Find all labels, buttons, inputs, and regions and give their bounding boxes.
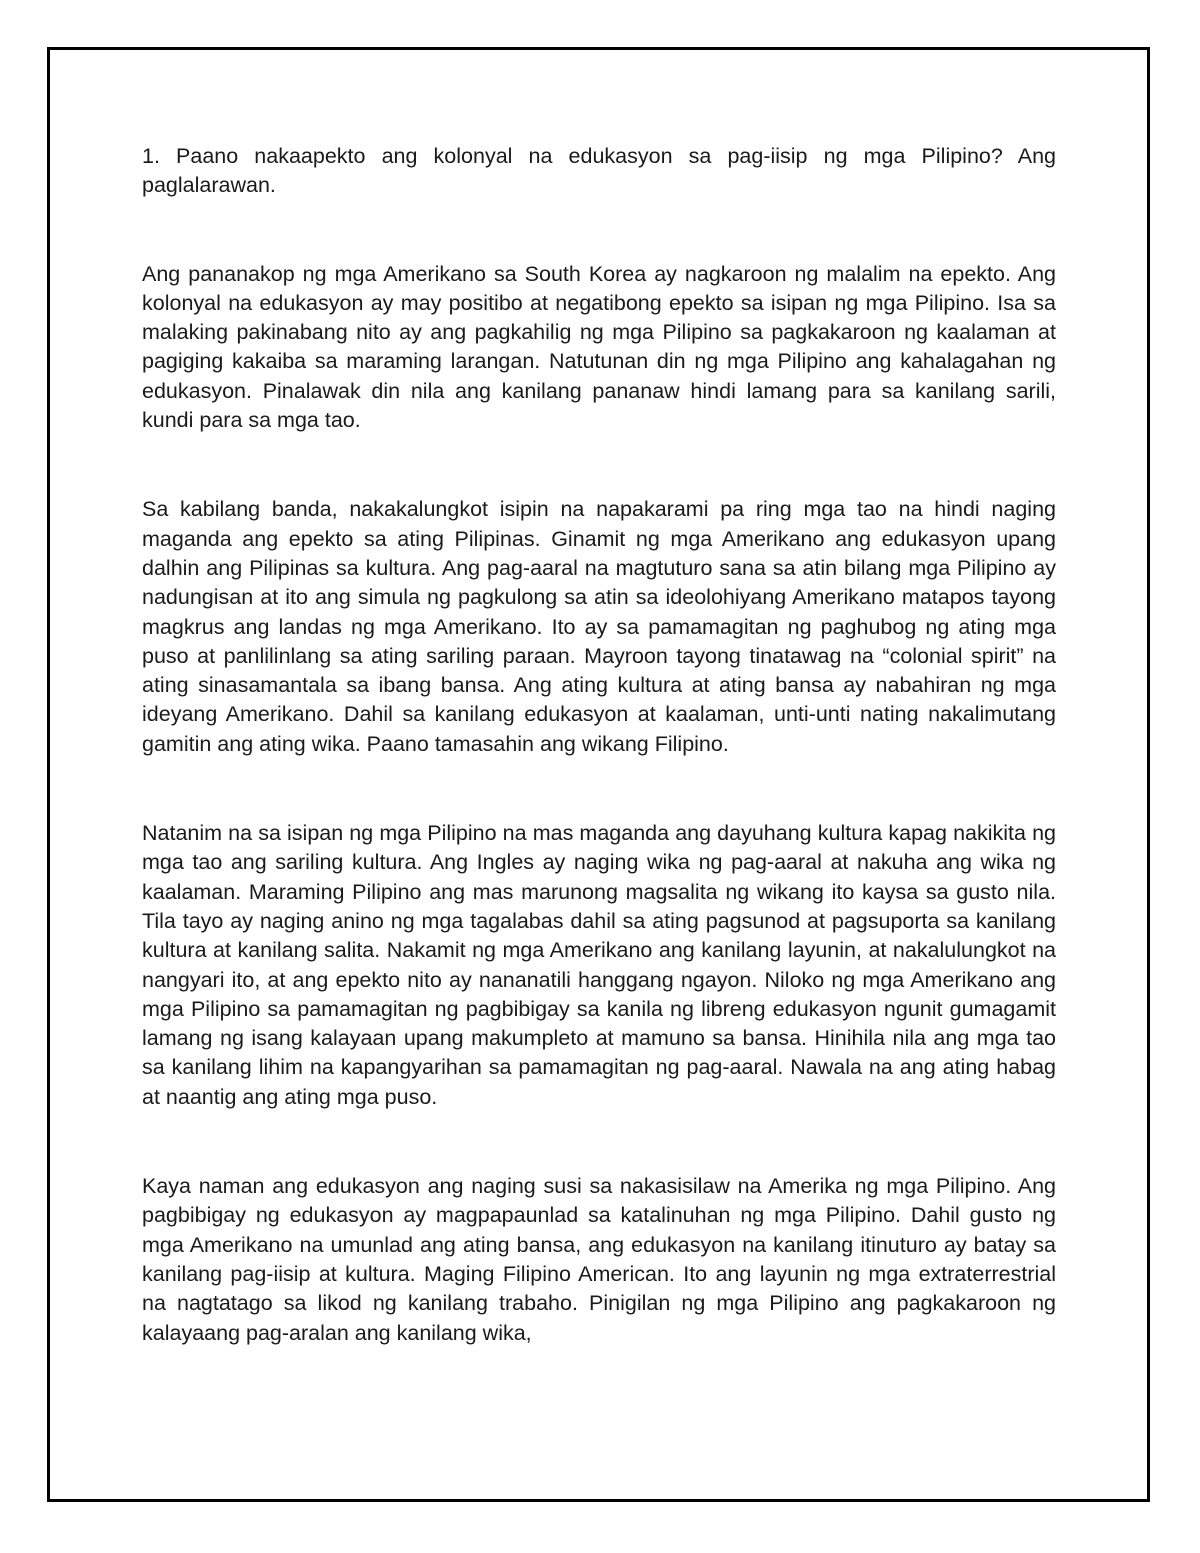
paragraph-2: Sa kabilang banda, nakakalungkot isipin na napakarami pa ring mga tao na hindi naging maganda ang epekto sa ating Pilipinas. Ginamit ng mga Amerikano ang edukasyon upang dalhin ang Pilipinas sa kultura. Ang pag-aaral na magtuturo sana sa atin bilang mga Pilipino ay nadungisan at ito ang simula ng pagkulong sa atin sa ideolohiyang Amerikano matapos tayong magkrus ang landas ng mga Amerikano. Ito ay sa pamamagitan ng paghubog ng ating mga puso at panlilinlang sa ating sariling paraan. Mayroon tayong tinatawag na “colonial spirit” na ating sinasamantala sa ibang bansa. Ang ating kultura at ating bansa ay nabahiran ng mga ideyang Amerikano. Dahil sa kanilang edukasyon at kaalaman, unti-unti nating nakalimutang gamitin ang ating wika. Paano tamasahin ang wikang Filipino. — [142, 497, 1056, 756]
paragraph-1: Ang pananakop ng mga Amerikano sa South Korea ay nagkaroon ng malalim na epekto. Ang kolonyal na edukasyon ay may positibo at negatibong epekto sa isipan ng mga Pilipino. Isa sa malaking pakinabang nito ay ang pagkahilig ng mga Pilipino sa pagkakaroon ng kaalaman at pagiging kakaiba sa maraming larangan. Natutunan din ng mga Pilipino ang kahalagahan ng edukasyon. Pinalawak din nila ang kanilang pananaw hindi lamang para sa kanilang sarili, kundi para sa mga tao. — [142, 261, 1056, 433]
paragraph-4: Kaya naman ang edukasyon ang naging susi sa nakasisilaw na Amerika ng mga Pilipino. Ang pagbibigay ng edukasyon ay magpapaunlad sa katalinuhan ng mga Pilipino. Dahil gusto ng mga Amerikano na umunlad ang ating bansa, ang edukasyon na kanilang itinuturo ay batay sa kanilang pag-iisip at kultura. Maging Filipino American. Ito ang layunin ng mga extraterrestrial na nagtatago sa likod ng kanilang trabaho. Pinigilan ng mga Pilipino ang pagkakaroon ng kalayaang pag-aralan ang kanilang wika, — [142, 1174, 1056, 1345]
document-body — [142, 142, 1056, 1348]
question-heading: 1. Paano nakaapekto ang kolonyal na edukasyon sa pag-iisip ng mga Pilipino? Ang paglalarawan. — [142, 144, 1056, 198]
paragraph-3: Natanim na sa isipan ng mga Pilipino na mas maganda ang dayuhang kultura kapag nakikita ng mga tao ang sariling kultura. Ang Ingles ay naging wika ng pag-aaral at nakuha ang wika ng kaalaman. Maraming Pilipino ang mas marunong magsalita ng wikang ito kaysa sa gusto nila. Tila tayo ay naging anino ng mga tagalabas dahil sa ating pagsunod at pagsuporta sa kanilang kultura at kanilang salita. Nakamit ng mga Amerikano ang kanilang layunin, at nakalulungkot na nangyari ito, at ang epekto nito ay nananatili hanggang ngayon. Niloko ng mga Amerikano ang mga Pilipino sa pamamagitan ng pagbibigay sa kanila ng libreng edukasyon ngunit gumagamit lamang ng isang kalayaan upang makumpleto at mamuno sa bansa. Hinihila nila ang mga tao sa kanilang lihim na kapangyarihan sa pamamagitan ng pag-aaral. Nawala na ang ating habag at naantig ang ating mga puso. — [142, 821, 1056, 1109]
